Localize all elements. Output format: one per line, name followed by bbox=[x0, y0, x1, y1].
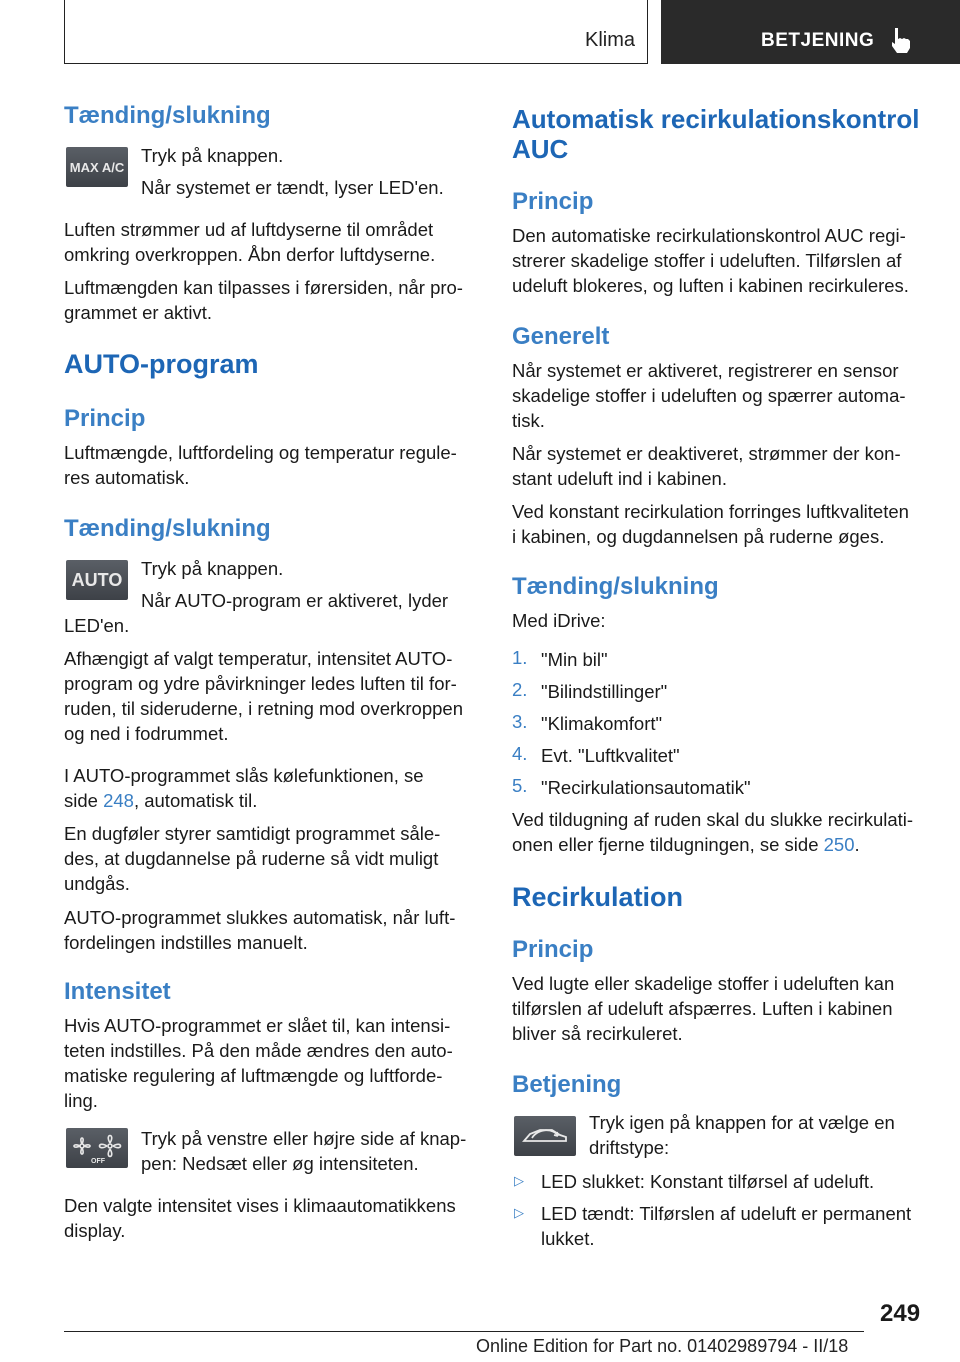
heading-generelt: Generelt bbox=[512, 323, 610, 350]
text: driftstype: bbox=[589, 1137, 670, 1158]
text: Den valgte intensitet vises i klimaautomatikkens bbox=[64, 1195, 456, 1216]
heading-auc: Automatisk recirkulationskontrol bbox=[512, 104, 920, 134]
text: skadelige stoffer i udeluften og spærrer automa‐ bbox=[512, 385, 906, 406]
text: side bbox=[64, 790, 104, 811]
page-link-250[interactable]: 250 bbox=[823, 834, 855, 855]
text: Hvis AUTO-programmet er slået til, kan intensi‐ bbox=[64, 1015, 451, 1036]
text: program og ydre påvirkninger ledes luften til for‐ bbox=[64, 673, 457, 694]
text: Tryk på venstre eller højre side af knap‐ bbox=[141, 1128, 467, 1149]
step-text: "Recirkulationsautomatik" bbox=[541, 777, 751, 798]
step-text: "Bilindstillinger" bbox=[541, 681, 668, 702]
text: pen: Nedsæt eller øg intensiteten. bbox=[141, 1153, 419, 1174]
text: strerer skadelige stoffer i udeluften. Tilførslen af bbox=[512, 250, 902, 271]
text: i kabinen, og dugdannelsen på ruderne øges. bbox=[512, 526, 885, 547]
text: Når systemet er tændt, lyser LED'en. bbox=[141, 177, 444, 198]
heading-auc-2: AUC bbox=[512, 134, 569, 164]
step-number: 3. bbox=[512, 711, 528, 732]
text: Ved tildugning af ruden skal du slukke recirkulati‐ bbox=[512, 809, 914, 830]
text: undgås. bbox=[64, 873, 130, 894]
text: I AUTO-programmet slås kølefunktionen, se bbox=[64, 765, 424, 786]
text: Luftmængde, luftfordeling og temperatur regule‐ bbox=[64, 442, 457, 463]
step-number: 4. bbox=[512, 743, 528, 764]
heading-recirkulation: Recirkulation bbox=[512, 882, 684, 912]
text: teten indstilles. På den måde ændres den auto‐ bbox=[64, 1040, 453, 1061]
text: Når systemet er deaktiveret, strømmer der kon‐ bbox=[512, 443, 901, 464]
text: Tryk igen på knappen for at vælge en bbox=[589, 1112, 895, 1133]
chapter-title: BETJENING bbox=[761, 30, 875, 51]
heading-princip: Princip bbox=[64, 405, 146, 432]
triangle-bullet-icon: ▷ bbox=[514, 1173, 524, 1188]
chapter-tab bbox=[661, 0, 960, 64]
text-with-link bbox=[64, 788, 257, 813]
text: og ned i fodrummet. bbox=[64, 723, 229, 744]
text: Luften strømmer ud af luftdyserne til området bbox=[64, 219, 434, 240]
text: Ved konstant recirkulation forringes luftkvaliteten bbox=[512, 501, 909, 522]
text: Med iDrive: bbox=[512, 610, 606, 631]
text: res automatisk. bbox=[64, 467, 190, 488]
text: LED'en. bbox=[64, 615, 130, 636]
bullet-text: lukket. bbox=[541, 1228, 595, 1249]
text: Tryk på knappen. bbox=[141, 145, 284, 166]
text: ling. bbox=[64, 1090, 98, 1111]
page-number: 249 bbox=[880, 1300, 921, 1327]
step-text: Evt. "Luftkvalitet" bbox=[541, 745, 680, 766]
text: omkring overkroppen. Åbn derfor luftdyserne. bbox=[64, 244, 436, 265]
heading-switch: Tænding/slukning bbox=[512, 573, 719, 600]
text: Når AUTO-program er aktiveret, lyder bbox=[141, 590, 449, 611]
page-link-248[interactable]: 248 bbox=[103, 790, 134, 811]
footer-divider bbox=[64, 1331, 864, 1332]
triangle-bullet-icon: ▷ bbox=[514, 1205, 524, 1220]
section-box bbox=[64, 0, 648, 64]
text: udeluft blokeres, og luften i kabinen recirkuleres. bbox=[512, 275, 909, 296]
text: tilførslen af udeluft afspærres. Luften i kabinen bbox=[512, 998, 893, 1019]
heading-princip: Princip bbox=[512, 188, 594, 215]
section-title: Klima bbox=[584, 29, 635, 51]
text: Afhængigt af valgt temperatur, intensitet AUTO- bbox=[64, 648, 453, 669]
text: Ved lugte eller skadelige stoffer i udeluften kan bbox=[512, 973, 895, 994]
step-text: "Min bil" bbox=[541, 649, 608, 670]
text: des, at dugdannelse på ruderne så vidt muligt bbox=[64, 848, 439, 869]
fan-icon bbox=[66, 1128, 128, 1168]
text: display. bbox=[64, 1220, 126, 1241]
text: En dugføler styrer samtidigt programmet såle‐ bbox=[64, 823, 441, 844]
step-text: "Klimakomfort" bbox=[541, 713, 663, 734]
auto-button-icon: AUTO bbox=[66, 560, 128, 600]
fan-intensity-button-icon bbox=[66, 1128, 128, 1168]
text: ruden, til sideruderne, i retning mod overkroppen bbox=[64, 698, 464, 719]
text: onen eller fjerne tildugningen, se side bbox=[512, 834, 824, 855]
step-number: 5. bbox=[512, 775, 528, 796]
step-number: 1. bbox=[512, 647, 528, 668]
text: Tryk på knappen. bbox=[141, 558, 284, 579]
text: tisk. bbox=[512, 410, 545, 431]
fan-off-label: OFF bbox=[91, 1158, 105, 1165]
max-ac-button-icon: MAX A/C bbox=[66, 147, 128, 187]
text: . bbox=[854, 834, 860, 855]
pointing-hand-icon bbox=[889, 26, 915, 54]
text: matiske regulering af luftmængde og luftforde‐ bbox=[64, 1065, 443, 1086]
heading-intensitet: Intensitet bbox=[64, 978, 171, 1005]
text: grammet er aktivt. bbox=[64, 302, 213, 323]
text: AUTO-programmet slukkes automatisk, når luft‐ bbox=[64, 907, 456, 928]
text: , automatisk til. bbox=[133, 790, 258, 811]
text-with-link bbox=[512, 832, 860, 857]
text: Den automatiske recirkulationskontrol AUC regi‐ bbox=[512, 225, 906, 246]
text: fordelingen indstilles manuelt. bbox=[64, 932, 308, 953]
bullet-text: LED tændt: Tilførslen af udeluft er permanent bbox=[541, 1203, 912, 1224]
text: bliver så recirkuleret. bbox=[512, 1023, 683, 1044]
bullet-text: LED slukket: Konstant tilførsel af udeluft. bbox=[541, 1171, 875, 1192]
recirculation-button-icon bbox=[514, 1116, 576, 1156]
edition-text: Online Edition for Part no. 01402989794 - II/18 bbox=[476, 1336, 849, 1356]
text: stant udeluft ind i kabinen. bbox=[512, 468, 727, 489]
heading-switch-2: Tænding/slukning bbox=[64, 515, 271, 542]
heading-princip-2: Princip bbox=[512, 936, 594, 963]
recirculation-car-icon bbox=[514, 1116, 576, 1156]
text: Luftmængden kan tilpasses i førersiden, når pro‐ bbox=[64, 277, 463, 298]
step-number: 2. bbox=[512, 679, 528, 700]
heading-auto-program: AUTO-program bbox=[64, 349, 259, 379]
text: Når systemet er aktiveret, registrerer en sensor bbox=[512, 360, 899, 381]
heading-switch-1: Tænding/slukning bbox=[64, 102, 271, 129]
heading-betjening: Betjening bbox=[512, 1071, 622, 1098]
page-header bbox=[64, 0, 960, 66]
